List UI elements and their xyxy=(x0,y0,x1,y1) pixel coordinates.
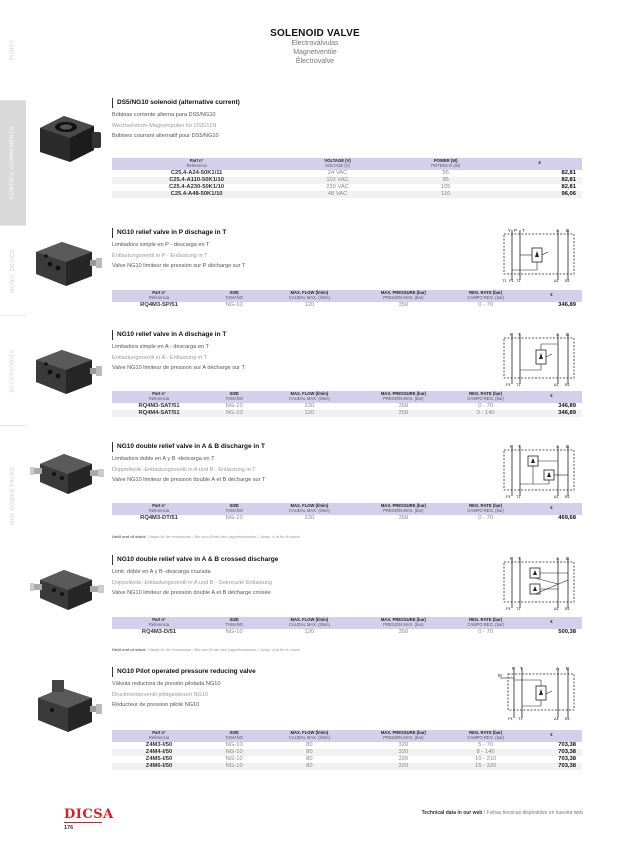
stock-note: Until end of stock / Hasta fin de existencias / Bis zum Ende des Lagerbestandes / Jusqu 'à la fin du stock xyxy=(112,647,301,652)
table-row: RQ4M4-SAT/51 NG-10 120 350 0 - 140 346,89 xyxy=(112,410,582,417)
sidebar-tab-mono-device[interactable]: MONO. DEVICE xyxy=(0,225,26,315)
svg-text:B: B xyxy=(566,666,570,671)
svg-text:T1: T1 xyxy=(518,716,523,721)
table-header-row: Part n° Referencia SIZE TAMAÑO MAX. FLOW (l/min) CAUDAL MAX. (l/min) MAX. PRESSURE (bar) PRESIÓN MAX. (bar) REG. RATE (bar) CAMPO REG. (bar) € xyxy=(112,290,582,302)
desc-de: Entlastungsventil in P - Entlastung in T xyxy=(112,252,208,259)
svg-text:P: P xyxy=(514,228,518,233)
table-header-row: Part n° Referencia SIZE TAMAÑO MAX. FLOW (l/min) CAUDAL MAX. (l/min) MAX. PRESSURE (bar) PRESIÓN MAX. (bar) REG. RATE (bar) CAMPO REG. (bar) € xyxy=(112,503,582,515)
desc-fr: Valve NG10 limiteur de pression sur A décharge sur T xyxy=(112,365,245,371)
svg-text:M: M xyxy=(498,673,502,678)
svg-text:A: A xyxy=(556,666,560,671)
svg-text:A1: A1 xyxy=(554,382,559,387)
table-row: C25.4-A230-50K1/10 230 VAC 105 82,81 xyxy=(169,183,576,190)
section-title: NG10 Pilot operated pressure reducing valve xyxy=(112,667,582,677)
brand-logo: DICSA xyxy=(64,807,114,822)
svg-text:A: A xyxy=(556,556,560,561)
section-title: DS5/NG10 solenoid (alternative current) xyxy=(112,98,582,108)
subtitle-de: Magnetventile xyxy=(293,49,337,56)
table-row: RQ4M3-D/51 NG-10 120 350 0 - 70 500,38 xyxy=(141,628,576,635)
desc-es: Limitadora simple en A - descarga en T xyxy=(112,344,209,350)
svg-text:Y: Y xyxy=(508,228,512,233)
solenoid-coil-photo xyxy=(34,108,104,166)
svg-text:A: A xyxy=(556,332,560,337)
desc-es: Bobinas corriente alterna para DS5/NG10 xyxy=(112,112,216,118)
table-row: RQ4M3-SP/51 NG-10 120 350 0 - 70 346,89 xyxy=(140,301,576,308)
relief-p-spec-table xyxy=(112,290,582,309)
svg-text:B: B xyxy=(566,332,570,337)
desc-es: Limitadora doble en A y B -descarga en T xyxy=(112,456,215,462)
svg-text:B1: B1 xyxy=(565,494,570,499)
subtitle-es: Electroválvulas xyxy=(291,40,339,47)
desc-es: Limit. doble en A y B -descarga cruzada xyxy=(112,569,211,575)
table-row: RQ4M3-SAT/51 NG-10 120 350 0 - 70 346,89 xyxy=(138,402,576,409)
svg-text:A: A xyxy=(556,444,560,449)
page-header xyxy=(190,28,440,66)
hydraulic-schematic xyxy=(498,226,582,284)
desc-de: Druckminderventil pilotgesteuert NG10 xyxy=(112,691,209,698)
desc-de: Doppeltwirk. Entlastungsventil in A und B - Gekreuzte Entlastung xyxy=(112,579,273,586)
svg-text:B: B xyxy=(566,228,570,233)
table-row: Z4M3-I/50 NG-10 80 320 5 - 70 703,38 xyxy=(145,741,576,748)
svg-text:B: B xyxy=(566,556,570,561)
desc-fr: Réducteur de pression piloté NG10 xyxy=(112,702,200,708)
table-row: Z4M4-I/50 NG-10 80 320 8 - 140 703,38 xyxy=(112,749,582,756)
desc-fr: Valve NG10 limiteur de pression double A et B décharge croisée xyxy=(112,590,271,596)
sidebar-tab-control-components[interactable]: CONTROL COMPONENTS xyxy=(0,100,26,225)
sidebar-tab-accessories[interactable]: ACCESSORIES xyxy=(0,315,26,425)
section-title: NG10 relief valve in A dischage in T xyxy=(112,330,582,340)
desc-de: Wechselstrom-Magnetspulen für DS5/11N xyxy=(112,122,217,129)
double-relief-t-spec-table xyxy=(112,503,582,522)
coil-spec-table xyxy=(112,158,582,198)
svg-text:A1: A1 xyxy=(554,494,559,499)
svg-text:P: P xyxy=(510,556,514,561)
table-row: Z4M6-I/50 NG-10 80 320 15 - 320 703,38 xyxy=(112,763,582,770)
svg-text:B1: B1 xyxy=(565,716,570,721)
svg-text:T: T xyxy=(518,444,521,449)
table-row: C25.4-A110-50K1/10 110 VAC 95 82,81 xyxy=(112,177,582,184)
hydraulic-schematic xyxy=(498,664,582,722)
relief-valve-photo xyxy=(32,340,104,400)
pressure-reducing-valve-photo xyxy=(32,676,104,736)
svg-text:B1: B1 xyxy=(565,606,570,611)
svg-text:T1: T1 xyxy=(516,606,521,611)
svg-text:B: B xyxy=(566,444,570,449)
hydraulic-schematic xyxy=(498,442,582,500)
desc-fr: Valve NG10 limiteur de pression sur P décharge sur T xyxy=(112,263,246,269)
section-title: NG10 relief valve in P dischage in T xyxy=(112,228,582,238)
table-row: Z4M5-I/50 NG-10 80 320 10 - 210 703,38 xyxy=(145,755,576,762)
logo-underline xyxy=(64,822,102,823)
desc-es: Limitadora simple en P - descarga en T xyxy=(112,242,210,248)
double-relief-crossed-spec-table xyxy=(112,617,582,636)
svg-text:P1: P1 xyxy=(509,278,514,283)
stock-note: Until end of stock / Hasta fin de existencias / Bis zum Ende des Lagerbestandes / Jusqu 'à la fin du stock xyxy=(112,534,301,539)
section-title: NG10 double relief valve in A & B discharge in T xyxy=(112,442,582,452)
table-row: RQ4M3-DT/51 NG-10 120 350 0 - 70 469,68 xyxy=(140,514,576,521)
svg-text:T: T xyxy=(518,332,521,337)
svg-text:P1: P1 xyxy=(508,716,513,721)
relief-valve-photo xyxy=(32,232,104,292)
svg-text:T: T xyxy=(522,228,525,233)
table-row: C25.4-A24-50K1/11 24 VAC 95 82,81 xyxy=(170,169,576,176)
svg-text:A: A xyxy=(556,228,560,233)
hydraulic-schematic xyxy=(498,330,582,388)
svg-text:A1: A1 xyxy=(554,716,559,721)
page-title: SOLENOID VALVE xyxy=(270,28,360,39)
desc-fr: Valve NG10 limiteur de pression double A et B décharge sur T xyxy=(112,477,266,483)
svg-text:T1: T1 xyxy=(502,278,507,283)
svg-text:T1: T1 xyxy=(516,494,521,499)
section-title: NG10 double relief valve in A & B crossed discharge xyxy=(112,555,582,565)
svg-text:P1: P1 xyxy=(506,382,511,387)
svg-text:T: T xyxy=(518,556,521,561)
table-header-row: Part n° Referencia SIZE TAMAÑO MAX. FLOW (l/min) CAUDAL MAX. (l/min) MAX. PRESSURE (bar) PRESIÓN MAX. (bar) REG. RATE (bar) CAMPO REG. (bar) € xyxy=(112,730,582,742)
table-header-row: Part n° Referencia SIZE TAMAÑO MAX. FLOW (l/min) CAUDAL MAX. (l/min) MAX. PRESSURE (bar) PRESIÓN MAX. (bar) REG. RATE (bar) CAMPO REG. (bar) € xyxy=(112,391,582,403)
svg-text:B1: B1 xyxy=(565,382,570,387)
subtitle-fr: Électrovalve xyxy=(295,58,335,65)
pressure-reducing-spec-table xyxy=(112,730,582,770)
svg-text:T: T xyxy=(520,666,523,671)
desc-de: Entlastungsventil in A - Entlastung in T xyxy=(112,354,208,361)
double-relief-valve-photo xyxy=(30,562,106,618)
category-sidebar xyxy=(0,0,26,841)
desc-es: Válvula reductora de presión pilotada NG10 xyxy=(112,681,221,687)
svg-text:P1: P1 xyxy=(506,606,511,611)
desc-de: Doppeltwirk. Entlastungsventil in A und B - Entlastung in T xyxy=(112,466,256,473)
section-solenoid-coil xyxy=(112,98,582,142)
footer-note: Technical data in our web / Fichas técnicas disponibles en nuestra web xyxy=(421,810,583,816)
page-number: 176 xyxy=(64,825,74,831)
hydraulic-schematic xyxy=(498,554,582,612)
double-relief-valve-photo xyxy=(30,446,106,502)
table-header-row: Part n° Referencia SIZE TAMAÑO MAX. FLOW (l/min) CAUDAL MAX. (l/min) MAX. PRESSURE (bar) PRESIÓN MAX. (bar) REG. RATE (bar) CAMPO REG. (bar) € xyxy=(112,617,582,629)
sidebar-tab-mini-power-packs[interactable]: MINI POWER PACKS xyxy=(0,425,26,565)
sidebar-tab-pumps[interactable]: PUMPS xyxy=(10,39,16,61)
svg-text:P: P xyxy=(510,444,514,449)
svg-text:P1: P1 xyxy=(506,494,511,499)
table-row: C25.4-A48-50K1/10 48 VAC 110 96,06 xyxy=(112,191,582,198)
table-header-row: Part n° Referencia VOLTAGE (V) VOLTAJE (V) POWER (W) POTENCIA (W) € xyxy=(112,158,582,170)
svg-text:A1: A1 xyxy=(554,606,559,611)
desc-fr: Bobines courrant alternatif pour DS5/NG10 xyxy=(112,133,219,139)
svg-text:P: P xyxy=(512,666,516,671)
relief-a-spec-table xyxy=(112,391,582,417)
svg-text:A1: A1 xyxy=(554,278,559,283)
svg-text:T1: T1 xyxy=(516,278,521,283)
svg-text:T1: T1 xyxy=(516,382,521,387)
svg-text:B1: B1 xyxy=(565,278,570,283)
svg-text:P: P xyxy=(510,332,514,337)
